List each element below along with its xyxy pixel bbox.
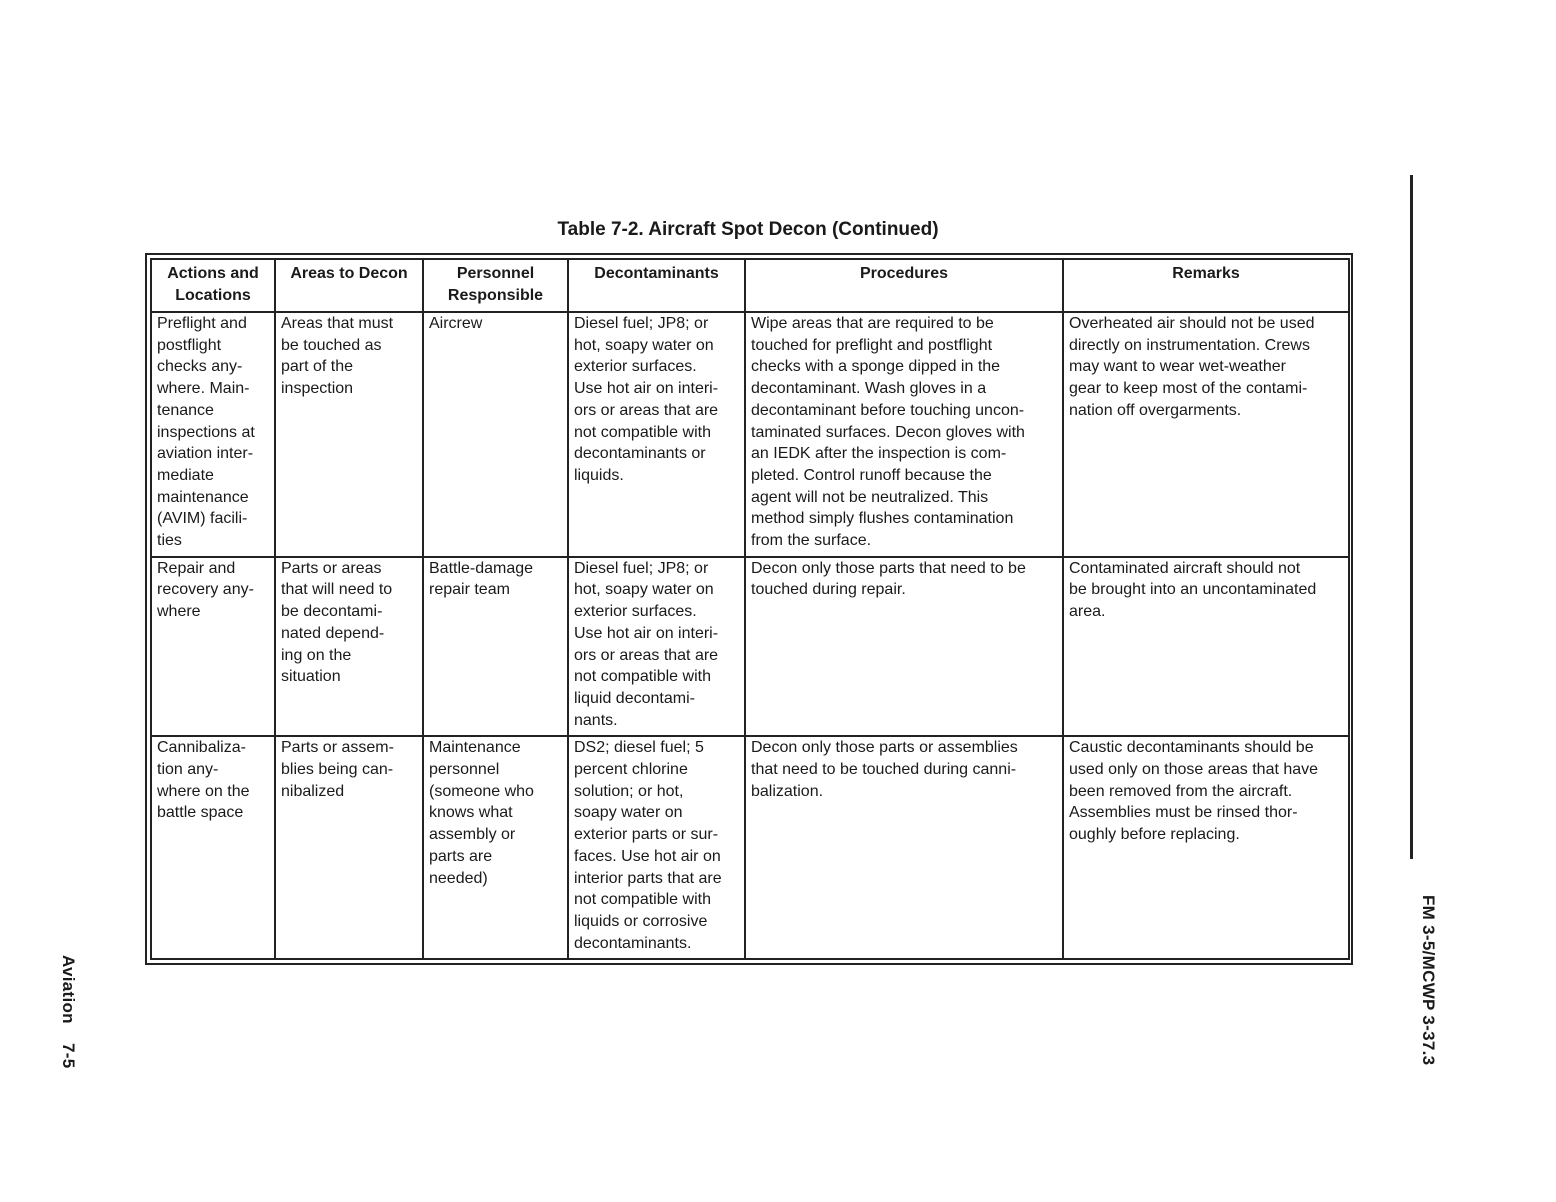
table-cell: Caustic decontaminants should be used only on those areas that have been removed from the aircraft. Assemblies must be rinsed thor- oughly before replacing. <box>1063 736 1349 959</box>
table-cell: Overheated air should not be used directly on instrumentation. Crews may want to wear wet-weather gear to keep most of the contami- nation off overgarments. <box>1063 312 1349 557</box>
table-cell: Preflight and postflight checks any- where. Main- tenance inspections at aviation inter- mediate maintenance (AVIM) facili- ties <box>151 312 275 557</box>
column-header-decontaminants: Decontaminants <box>568 259 745 312</box>
table-row <box>151 736 1349 959</box>
document-number: FM 3-5/MCWP 3-37.3 <box>1419 895 1438 1066</box>
margin-rule <box>1410 175 1413 859</box>
table-row <box>151 312 1349 557</box>
table-header-row <box>151 259 1349 312</box>
table-cell: Parts or assem- blies being can- nibalized <box>275 736 423 959</box>
column-header-actions-locations: Actions and Locations <box>151 259 275 312</box>
table-title: Table 7-2. Aircraft Spot Decon (Continued) <box>557 219 939 240</box>
table-cell: Contaminated aircraft should not be brought into an uncontaminated area. <box>1063 557 1349 737</box>
table-cell: Aircrew <box>423 312 568 557</box>
table-cell: DS2; diesel fuel; 5 percent chlorine solution; or hot, soapy water on exterior parts or sur- faces. Use hot air on interior parts that are not compatible with liquids or corrosive decontaminants. <box>568 736 745 959</box>
column-header-procedures: Procedures <box>745 259 1063 312</box>
page-number: 7-5 <box>59 1042 78 1069</box>
table-frame <box>145 253 1353 965</box>
table-row <box>151 557 1349 737</box>
column-header-remarks: Remarks <box>1063 259 1349 312</box>
table-cell: Diesel fuel; JP8; or hot, soapy water on exterior surfaces. Use hot air on interi- ors or areas that are not compatible with liquid decontami- nants. <box>568 557 745 737</box>
table-cell: Cannibaliza- tion any- where on the battle space <box>151 736 275 959</box>
table-cell: Areas that must be touched as part of the inspection <box>275 312 423 557</box>
table-cell: Decon only those parts or assemblies that need to be touched during canni- balization. <box>745 736 1063 959</box>
table-cell: Maintenance personnel (someone who knows what assembly or parts are needed) <box>423 736 568 959</box>
table-cell: Wipe areas that are required to be touched for preflight and postflight checks with a sponge dipped in the decontaminant. Wash gloves in a decontaminant before touching uncon- taminated surfaces. Decon gloves with an IEDK after the inspection is com- pleted. Control runoff because the agent will not be neutralized. This method simply flushes contamination from the surface. <box>745 312 1063 557</box>
column-header-personnel-responsible: Personnel Responsible <box>423 259 568 312</box>
table-cell: Diesel fuel; JP8; or hot, soapy water on exterior surfaces. Use hot air on interi- ors or areas that are not compatible with decontaminants or liquids. <box>568 312 745 557</box>
table-cell: Battle-damage repair team <box>423 557 568 737</box>
table-cell: Parts or areas that will need to be decontami- nated depend- ing on the situation <box>275 557 423 737</box>
column-header-areas-to-decon: Areas to Decon <box>275 259 423 312</box>
decon-table <box>150 258 1350 960</box>
table-cell: Decon only those parts that need to be touched during repair. <box>745 557 1063 737</box>
page-footer <box>58 955 78 1068</box>
table-cell: Repair and recovery any- where <box>151 557 275 737</box>
section-name: Aviation <box>59 955 78 1024</box>
